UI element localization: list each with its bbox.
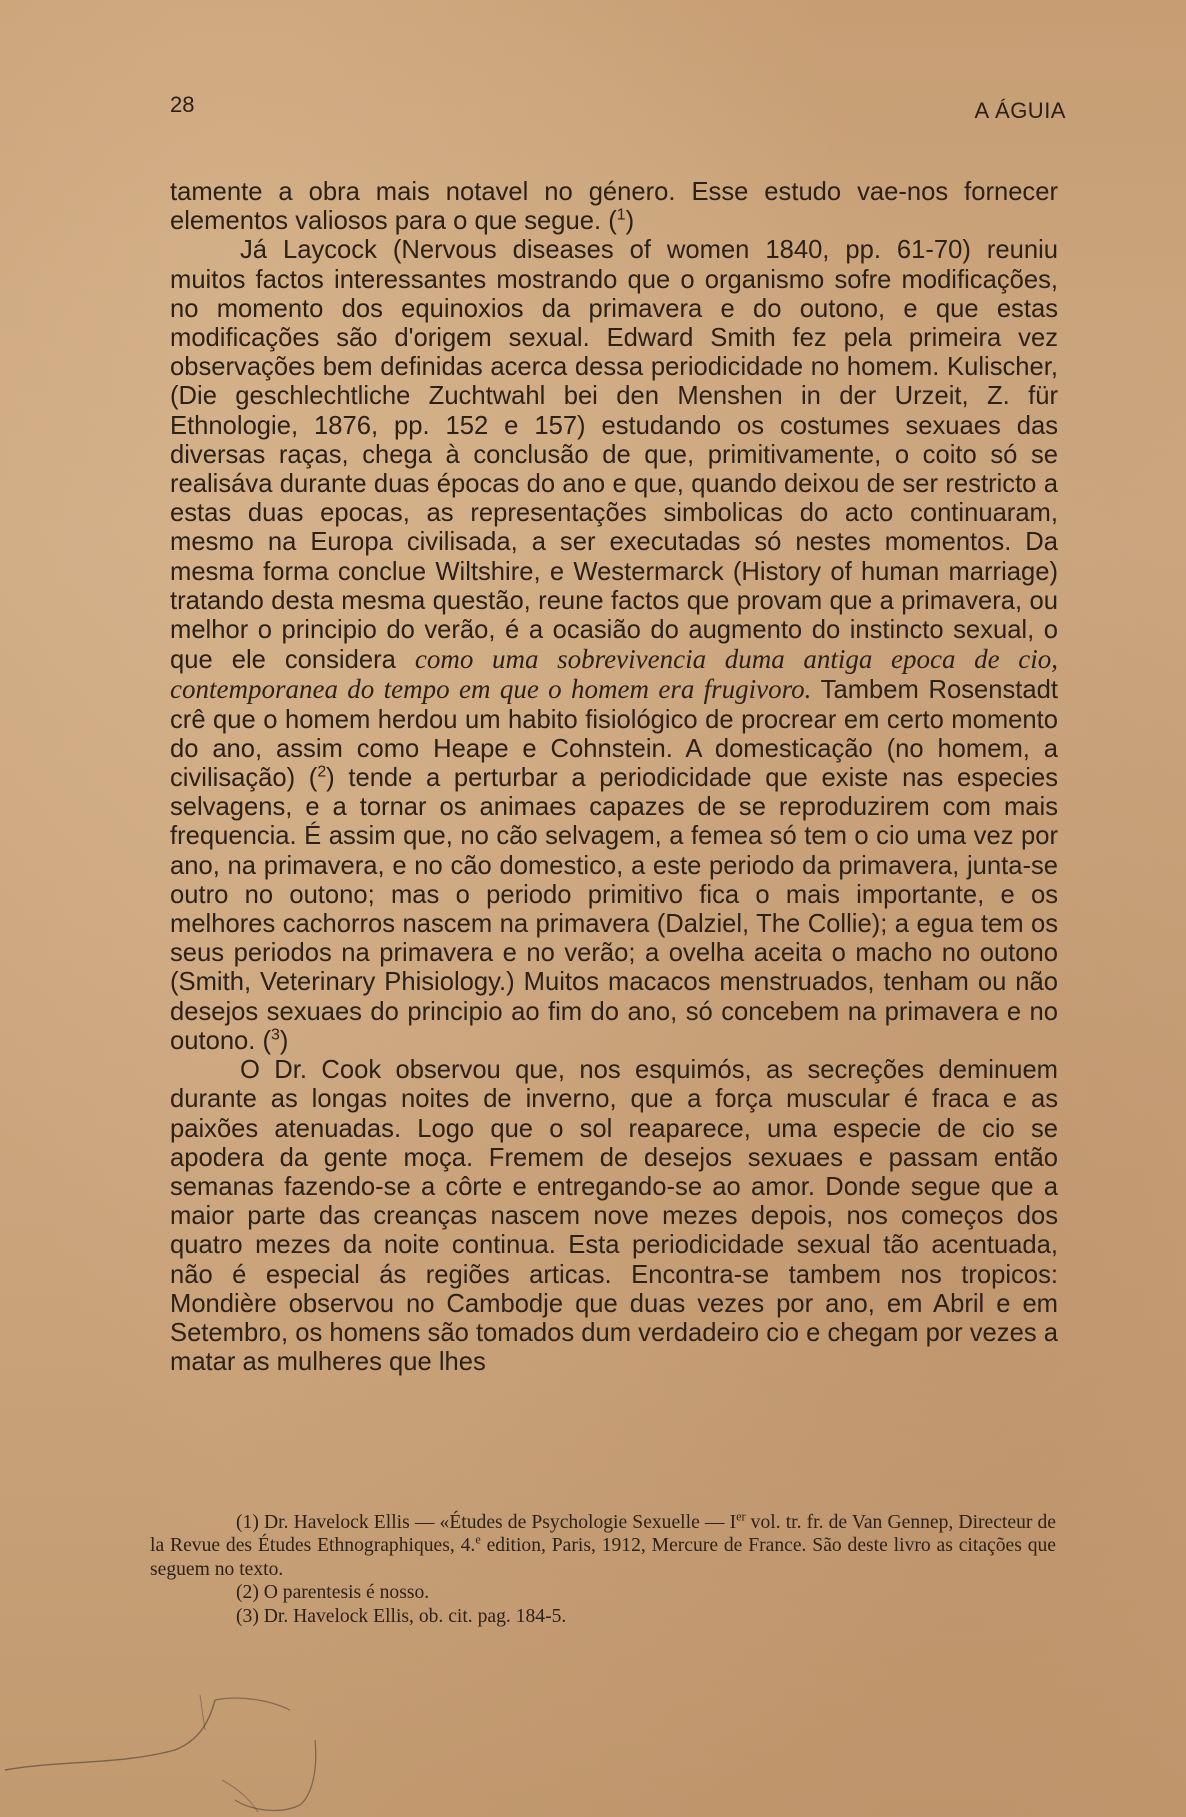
pencil-scribble <box>0 1600 400 1817</box>
footnote-ref-2: 2 <box>317 763 327 781</box>
journal-title: A ÁGUIA <box>974 98 1066 123</box>
footnote-2: (2) O parentesis é nosso. <box>236 1582 430 1604</box>
footnote-1-er: er <box>736 1509 746 1524</box>
paragraph-1 <box>170 178 1058 236</box>
paragraph-3: O Dr. Cook observou que, nos esquimós, as secreções deminuem durante as longas noites de inverno, que a força muscular é fraca e as paixões atenuadas. Logo que o sol reaparece, uma especie de cio se apodera da gente moça. Fremem de desejos sexuaes e passam então semanas fazendo-se a côrte e entregando-se ao amor. Donde segue que a maior parte das creanças nascem nove mezes depois, nos começos dos quatro mezes da noite continua. Esta periodicidade sexual tão acentuada, não é especial ás regiões articas. Encontra-se tambem nos tropicos: Mondière observou no Cambodje que duas vezes por ano, em Abril e em Setembro, os homens são tomados dum verdadeiro cio e chegam por vezes a matar as mulheres que lhes <box>170 1056 1058 1377</box>
footnote-1-e: e <box>475 1532 481 1547</box>
running-head <box>170 92 1066 132</box>
body-text <box>170 178 1058 1377</box>
paragraph-2-italic-quote: como uma sobrevivencia duma antiga epoca de cio, contemporanea do tempo em que o homem era frugivoro. <box>170 644 1058 705</box>
page-number: 28 <box>170 92 195 117</box>
footnote-1-mark: (1) <box>236 1512 259 1533</box>
paragraph-2-close: ) <box>279 1026 289 1055</box>
paragraph-2-text-b: Tambem Rosenstadt crê que o homem herdou um habito fisiológico de procrear em certo momento do ano, assim como Heape e Cohnstein. A domesticação (no homem, a civilisação) ( <box>170 676 1058 793</box>
footnote-ref-1: 1 <box>616 206 626 224</box>
footnote-1 <box>150 1511 1056 1581</box>
paragraph-2 <box>170 236 1058 1056</box>
paragraph-2-text-c: ) tende a perturbar a periodicidade que existe nas especies selvagens, e a tornar os animaes capazes de se reproduzirem com mais frequencia. É assim que, no cão selvagem, a femea só tem o cio uma vez por ano, na primavera, e no cão domestico, a este periodo da primavera, junta-se outro no outono; mas o periodo primitivo fica o mais importante, e os melhores cachorros nascem na primavera (Dalziel, The Collie); a egua tem os seus periodos na primavera e no verão; a ovelha aceita o macho no outono (Smith, Veterinary Phisiology.) Muitos macacos menstruados, tenham ou não desejos sexuaes do principio ao fim do ano, só concebem na primavera e no outono. ( <box>170 764 1058 1055</box>
paragraph-1-close: ) <box>625 207 635 236</box>
paragraph-2-text-a: Já Laycock (Nervous diseases of women 1840, pp. 61-70) reuniu muitos factos interessantes mostrando que o organismo sofre modificações, no momento dos equinoxios da primavera e do outono, e que estas modificações são d'origem sexual. Edward Smith fez pela primeira vez observações bem definidas acerca dessa periodicidade no homem. Kulischer, (Die geschlechtliche Zuchtwahl bei den Menshen in der Urzeit, Z. für Ethnologie, 1876, pp. 152 e 157) estudando os costumes sexuaes das diversas raças, chega à conclusão de que, primitivamente, o coito só se realisáva durante duas épocas do ano e que, quando deixou de ser restricto a estas duas epocas, as representações simbolicas do acto continuaram, mesmo na Europa civilisada, a ser executadas só nestes momentos. Da mesma forma conclue Wiltshire, e Westermarck (History of human marriage) tratando desta mesma questão, reune factos que provam que a primavera, ou melhor o principio do verão, é a ocasião do augmento do instincto sexual, o que ele considera <box>170 236 1058 675</box>
footnote-1-text-a: Dr. Havelock Ellis — «Études de Psychologie Sexuelle — I <box>258 1512 737 1533</box>
footnote-1-text-b: vol. tr. fr. de Van Gennep, Directeur de la Revue des Études Ethnographiques, 4. <box>150 1512 1057 1557</box>
footnote-ref-3: 3 <box>271 1026 280 1044</box>
paragraph-1-text: tamente a obra mais notavel no género. Esse estudo vae-nos fornecer elementos valiosos para o que segue. ( <box>170 178 1058 236</box>
footnote-1-text-c: edition, Paris, 1912, Mercure de France. São deste livro as citações que seguem no texto. <box>150 1535 1056 1580</box>
footnote-3: (3) Dr. Havelock Ellis, ob. cit. pag. 184-5. <box>236 1605 567 1627</box>
